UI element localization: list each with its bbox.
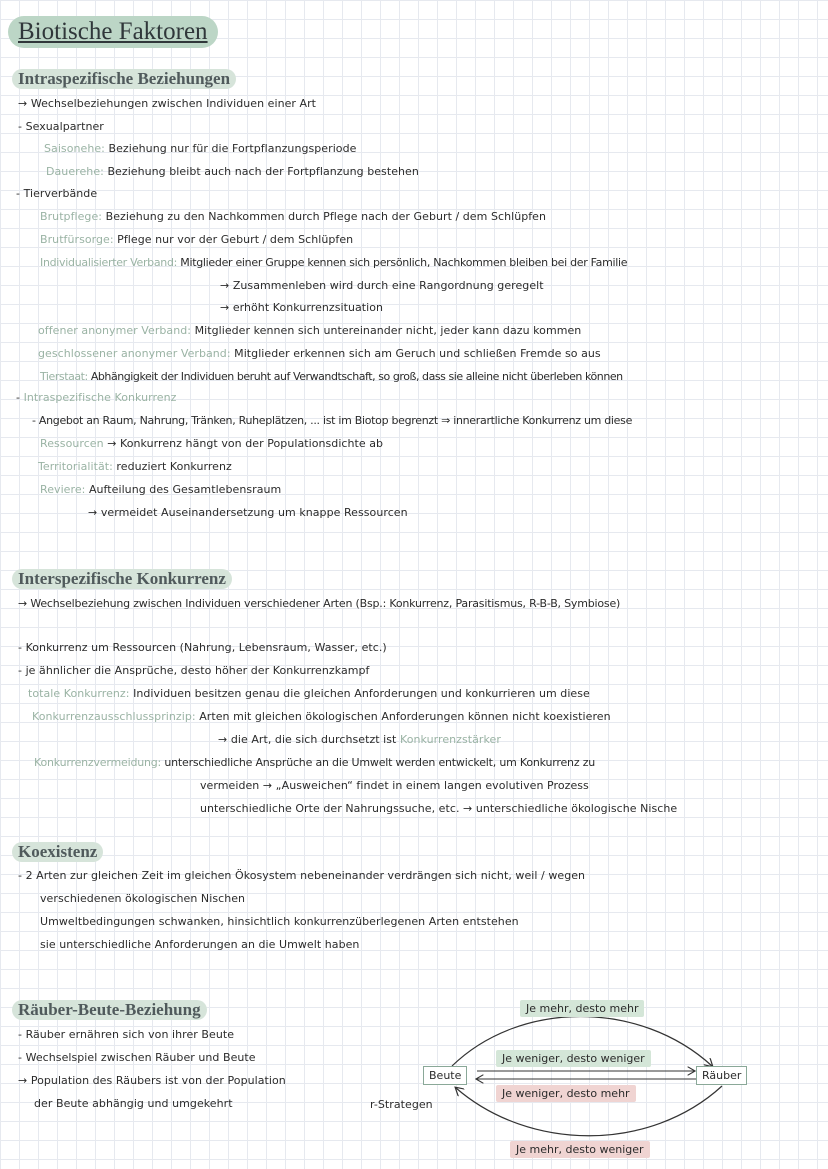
term-saisonehe: Saisonehe: [44,142,105,155]
koex-line-3: Umweltbedingungen schwanken, hinsichtlich konkurrenzüberlegenen Arten entstehen [40,915,519,928]
dash: - [16,391,24,404]
intra-line-1: → Wechselbeziehungen zwischen Individuen einer Art [18,97,317,110]
term-brutfuersorge: Brutfürsorge: [40,233,114,246]
term-tierstaat: Tierstaat: [40,370,88,383]
text-brutpflege: Beziehung zu den Nachkommen durch Pflege nach der Geburt / dem Schlüpfen [105,210,547,223]
text-brutfuersorge: Pflege nur vor der Geburt / dem Schlüpfen [117,233,354,246]
text-durchsetzt: → die Art, die sich durchsetzt ist [218,733,397,746]
heading-intraspecific: Intraspezifische Beziehungen [12,69,236,89]
intra-line-5: - Tierverbände [16,187,98,200]
term-dauerehe: Dauerehe: [46,165,104,178]
node-raeuber: Räuber [696,1066,747,1085]
term-reviere: Reviere: [40,483,86,496]
label-je-weniger-desto-mehr: Je weniger, desto mehr [496,1085,636,1102]
intra-line-19: → vermeidet Auseinandersetzung um knappe Ressourcen [88,506,408,519]
text-individualisierter-verband: Mitglieder einer Gruppe kennen sich persönlich, Nachkommen bleiben bei der Familie [180,256,628,269]
text-saisonehe: Beziehung nur für die Fortpflanzungsperiode [108,142,357,155]
label-r-strategen: r-Strategen [370,1098,433,1111]
rb-line-3: → Population des Räubers ist von der Population [18,1074,286,1087]
term-konkurrenzstaerker: Konkurrenzstärker [399,733,501,746]
page-title: Biotische Faktoren [8,16,218,48]
label-je-weniger-desto-weniger: Je weniger, desto weniger [496,1050,651,1067]
heading-interspecific: Interspezifische Konkurrenz [12,569,232,589]
text-tierstaat: Abhängigkeit der Individuen beruht auf Verwandtschaft, so groß, dass sie alleine nicht überleben können [90,370,623,383]
term-geschlossener-verband: geschlossener anonymer Verband: [38,347,231,360]
intra-line-10: → erhöht Konkurrenzsituation [220,301,384,314]
text-ressourcen: → Konkurrenz hängt von der Populationsdichte ab [107,437,384,450]
inter-line-1: → Wechselbeziehung zwischen Individuen verschiedener Arten (Bsp.: Konkurrenz, Parasitismus, R-B-B, Symbiose) [18,597,621,610]
text-konkurrenzvermeidung: unterschiedliche Ansprüche an die Umwelt werden entwickelt, um Konkurrenz zu [164,756,596,769]
term-totale-konkurrenz: totale Konkurrenz: [28,687,130,700]
koex-line-2: verschiedenen ökologischen Nischen [40,892,246,905]
inter-line-2: - Konkurrenz um Ressourcen (Nahrung, Lebensraum, Wasser, etc.) [18,641,387,654]
term-konkurrenzausschlussprinzip: Konkurrenzausschlussprinzip: [32,710,196,723]
intra-line-2: - Sexualpartner [18,120,104,133]
inter-line-3: - je ähnlicher die Ansprüche, desto höher der Konkurrenzkampf [18,664,370,677]
text-konkurrenzausschlussprinzip: Arten mit gleichen ökologischen Anforderungen können nicht koexistieren [199,710,611,723]
node-beute: Beute [423,1066,467,1085]
term-individualisierter-verband: Individualisierter Verband: [40,256,178,269]
intra-line-15: - Angebot an Raum, Nahrung, Tränken, Ruheplätzen, ... ist im Biotop begrenzt ⇒ innerartliche Konkurrenz um diese [32,414,633,427]
term-offener-verband: offener anonymer Verband: [38,324,192,337]
rb-line-2: - Wechselspiel zwischen Räuber und Beute [18,1051,256,1064]
text-offener-verband: Mitglieder kennen sich untereinander nicht, jeder kann dazu kommen [194,324,582,337]
text-territorialitaet: reduziert Konkurrenz [116,460,232,473]
text-reviere: Aufteilung des Gesamtlebensraum [88,483,282,496]
intra-line-9: → Zusammenleben wird durch eine Rangordnung geregelt [220,279,544,292]
term-konkurrenzvermeidung: Konkurrenzvermeidung: [34,756,162,769]
term-territorialitaet: Territorialität: [38,460,113,473]
text-geschlossener-verband: Mitglieder erkennen sich am Geruch und schließen Fremde so aus [234,347,601,360]
term-brutpflege: Brutpflege: [40,210,103,223]
rb-line-1: - Räuber ernähren sich von ihrer Beute [18,1028,235,1041]
text-dauerehe: Beziehung bleibt auch nach der Fortpflanzung bestehen [107,165,419,178]
heading-koexistenz: Koexistenz [12,842,103,862]
koex-line-4: sie unterschiedliche Anforderungen an die Umwelt haben [40,938,360,951]
heading-raeuber-beute: Räuber-Beute-Beziehung [12,1000,207,1020]
rb-line-4: der Beute abhängig und umgekehrt [34,1097,233,1110]
term-intraspezifische-konkurrenz: Intraspezifische Konkurrenz [23,391,177,404]
term-ressourcen: Ressourcen [40,437,104,450]
inter-line-8: vermeiden → „Ausweichen“ findet in einem langen evolutiven Prozess [200,779,589,792]
koex-line-1: - 2 Arten zur gleichen Zeit im gleichen Ökosystem nebeneinander verdrängen sich nicht, weil / wegen [18,869,586,882]
text-totale-konkurrenz: Individuen besitzen genau die gleichen Anforderungen und konkurrieren um diese [133,687,590,700]
label-je-mehr-desto-mehr: Je mehr, desto mehr [520,1000,644,1017]
label-je-mehr-desto-weniger: Je mehr, desto weniger [510,1141,650,1158]
inter-line-9: unterschiedliche Orte der Nahrungssuche, etc. → unterschiedliche ökologische Nische [200,802,678,815]
